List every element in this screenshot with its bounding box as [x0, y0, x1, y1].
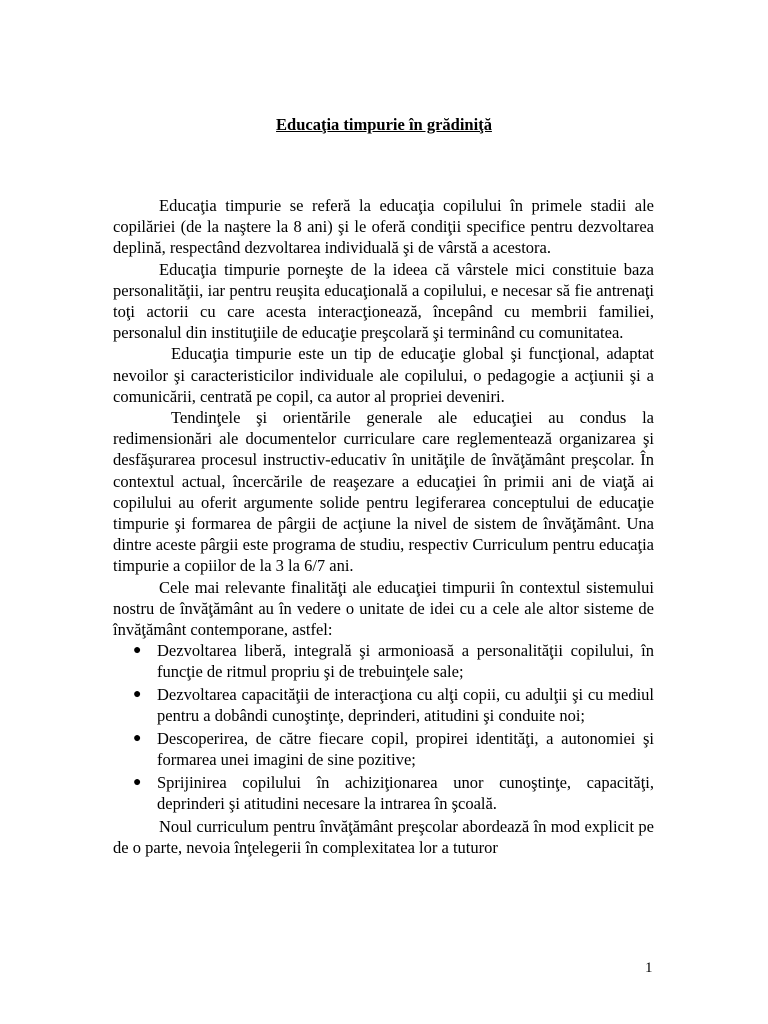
paragraph-intro-3: Educaţia timpurie este un tip de educaţie global şi funcţional, adaptat nevoilor şi caracteristicilor individuale ale copilului, o pedagogie a acţiunii şi a comunicării, centrată pe copil, ca autor al propriei deveniri.: [113, 344, 654, 406]
list-item: [113, 728, 654, 770]
bullet-icon: ●: [133, 731, 142, 747]
goal-text: Descoperirea, de către fiecare copil, propirei identităţi, a autonomiei şi formarea unei imagini de sine pozitive;: [157, 729, 654, 770]
bullet-icon: ●: [133, 774, 142, 790]
paragraph-intro-4: Tendinţele şi orientările generale ale educaţiei au condus la redimensionări ale documentelor curriculare care reglementează organizarea şi desfăşurarea procesul instructiv-educativ în unităţile de învăţământ preşcolar. În contextul actual, încercările de reaşezare a educaţiei în primii ani de viaţă ai copilului au oferit argumente solide pentru legiferarea conceptului de educaţie timpurie şi formarea de pârgii de acţiune la nivel de sistem de învăţământ. Una dintre aceste pârgii este programa de studiu, respectiv Curriculum pentru educaţia timpurie a copiilor de la 3 la 6/7 ani.: [113, 408, 654, 576]
paragraph-closing: Noul curriculum pentru învăţământ preşcolar abordează în mod explicit pe de o parte, nevoia înţelegerii în complexitatea lor a tuturor: [113, 816, 654, 858]
goal-text: Dezvoltarea liberă, integrală şi armonioasă a personalităţii copilului, în funcţie de ritmul propriu şi de trebuinţele sale;: [157, 641, 654, 682]
document-body: [113, 195, 654, 858]
goals-list: [113, 640, 654, 814]
list-item: [113, 772, 654, 814]
goal-text: Sprijinirea copilului în achiziţionarea unor cunoştinţe, capacităţi, deprinderi şi atitudini necesare la intrarea în şcoală.: [157, 772, 654, 814]
paragraph-intro-2: Educaţia timpurie porneşte de la ideea că vârstele mici constituie baza personalităţii, iar pentru reuşita educaţională a copilului, e necesar să fie antrenaţi toţi actorii cu care acesta interacţionează, începând cu membrii familiei, personalul din instituţiile de educaţie preşcolară şi terminând cu comunitatea.: [113, 259, 654, 343]
goal-text: Dezvoltarea capacităţii de interacţiona cu alţi copii, cu adulţii şi cu mediul pentru a dobândi cunoştinţe, deprinderi, atitudini şi conduite noi;: [157, 685, 654, 726]
list-item: [113, 684, 654, 726]
paragraph-intro-1: Educaţia timpurie se referă la educaţia copilului în primele stadii ale copilăriei (de la naştere la 8 ani) şi le oferă condiţii specifice pentru dezvoltarea deplină, respectând dezvoltarea individuală şi de vârstă a acestora.: [113, 196, 654, 258]
page-number: 1: [645, 960, 653, 976]
bullet-icon: ●: [133, 687, 142, 703]
paragraph-intro-5: Cele mai relevante finalităţi ale educaţiei timpurii în contextul sistemului nostru de învăţământ au în vedere o unitate de idei cu a cele ale altor sisteme de învăţământ contemporane, astfel:: [113, 577, 654, 640]
list-item: [113, 640, 654, 682]
document-title: Educaţia timpurie în grădiniţă: [276, 115, 492, 134]
bullet-icon: ●: [133, 643, 142, 659]
